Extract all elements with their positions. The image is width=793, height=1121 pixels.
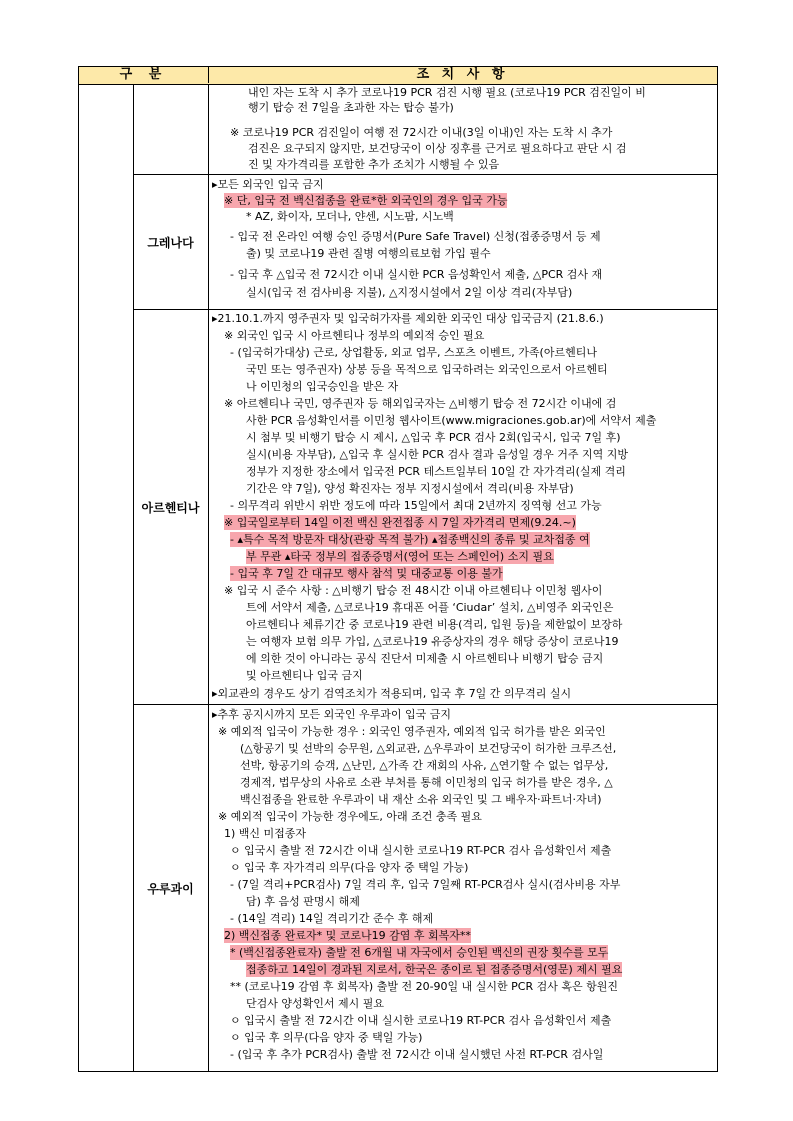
text-line: 경제적, 법무상의 사유로 소관 부처를 통해 이민청의 입국 허가를 받은 경우, △ xyxy=(240,776,613,789)
country-row-uruguay xyxy=(133,705,717,1071)
text-line: ㅇ 입국시 출발 전 72시간 이내 실시한 코로나19 RT-PCR 검사 음성확인서 제출 xyxy=(230,1014,612,1027)
text-line: 1) 백신 미접종자 xyxy=(224,827,307,840)
text-line-highlighted: ※ 입국일로부터 14일 이전 백신 완전접종 시 7일 자가격리 면제(9.24.~) xyxy=(224,516,576,529)
text-line: 내인 자는 도착 시 추가 코로나19 PCR 검진 시행 필요 (코로나19 PCR 검진일이 비 xyxy=(248,86,646,99)
text-line: 트에 서약서 제출, △코로나19 휴대폰 어플 ‘Ciudar’ 설치, △비영주 외국인은 xyxy=(246,601,614,614)
text-line-highlighted: - ▴특수 목적 방문자 대상(관광 목적 불가) ▴접종백신의 종류 및 교차접종 여 xyxy=(230,533,590,546)
country-row-argentina xyxy=(133,310,717,705)
text-line: ※ 예외적 입국이 가능한 경우에도, 아래 조건 충족 필요 xyxy=(218,810,482,823)
country-measures xyxy=(208,705,717,1071)
region-column xyxy=(79,85,134,1071)
text-line: 실시(입국 전 검사비용 지불), △지정시설에서 2일 이상 격리(자부담) xyxy=(246,286,573,299)
text-line: 단검사 양성확인서 제시 필요 xyxy=(246,997,385,1010)
text-line: ㅇ 입국 후 자가격리 의무(다음 양자 중 택일 가능) xyxy=(230,861,469,874)
country-name: 그레나다 xyxy=(133,175,209,309)
text-line: - (입국허가대상) 근로, 상업활동, 외교 업무, 스포츠 이벤트, 가족(아르헨티나 xyxy=(230,346,597,359)
text-line: 에 의한 것이 아니라는 공식 진단서 미제출 시 아르헨티나 비행기 탑승 금지 xyxy=(246,652,604,665)
country-measures xyxy=(208,85,717,174)
country-row-grenada xyxy=(133,175,717,310)
text-line: - 입국 후 △입국 전 72시간 이내 실시한 PCR 음성확인서 제출, △PCR 검사 재 xyxy=(230,268,603,281)
text-line: 및 아르헨티나 입국 금지 xyxy=(246,669,363,682)
text-line: 시 첨부 및 비행기 탑승 시 제시, △입국 후 PCR 검사 2회(입국시, 입국 7일 후) xyxy=(246,431,621,444)
text-line: - 의무격리 위반시 위반 정도에 따라 15일에서 최대 2년까지 징역형 선고 가능 xyxy=(230,499,602,512)
text-line: - (입국 후 추가 PCR검사) 출발 전 72시간 이내 실시했던 사전 RT-PCR 검사일 xyxy=(230,1048,604,1061)
text-line: ▸추후 공지시까지 모든 외국인 우루과이 입국 금지 xyxy=(212,708,452,721)
text-line: 정부가 지정한 장소에서 입국전 PCR 테스트일부터 10일 간 자가격리(실제 격리 xyxy=(246,465,626,478)
text-line: (△항공기 및 선박의 승무원, △외교관, △우루과이 보건당국이 허가한 크루즈선, xyxy=(240,742,617,755)
text-line-highlighted: 접종하고 14일이 경과된 지로서, 한국은 종이로 된 접종증명서(영문) 제시 필요 xyxy=(246,963,623,976)
text-line: ㅇ 입국시 출발 전 72시간 이내 실시한 코로나19 RT-PCR 검사 음성확인서 제출 xyxy=(230,844,612,857)
text-line: 출) 및 코로나19 관련 질병 여행의료보험 가입 필수 xyxy=(246,247,491,260)
text-line: 는 여행자 보험 의무 가입, △코로나19 유증상자의 경우 해당 증상이 코로나19 xyxy=(246,635,619,648)
text-line: 나 이민청의 입국승인을 받은 자 xyxy=(246,380,399,393)
text-line: 진 및 자가격리를 포함한 추가 조치가 시행될 수 있음 xyxy=(248,158,500,171)
text-line: 담) 후 음성 판명시 해제 xyxy=(246,895,360,908)
text-line: - (7일 격리+PCR검사) 7일 격리 후, 입국 7일째 RT-PCR검사 실시(검사비용 자부 xyxy=(230,878,621,891)
text-line: 국민 또는 영주권자) 상봉 등을 목적으로 입국하려는 외국인으로서 아르헨티 xyxy=(246,363,608,376)
text-line: ㅇ 입국 후 의무(다음 양자 중 택일 가능) xyxy=(230,1031,423,1044)
text-line: 실시(비용 자부담), △입국 후 실시한 PCR 검사 결과 음성일 경우 거주 지역 지방 xyxy=(246,448,628,461)
text-line: 기간은 약 7일), 양성 확진자는 정부 지정시설에서 격리(비용 자부담) xyxy=(246,482,574,495)
text-line: 검진은 요구되지 않지만, 보건당국이 이상 징후를 근거로 필요하다고 판단 시 검 xyxy=(248,142,627,155)
text-line: 백신접종을 완료한 우루과이 내 재산 소유 외국인 및 그 배우자·파트너·자녀) xyxy=(240,793,602,806)
text-line-highlighted: * (백신접종완료자) 출발 전 6개월 내 자국에서 승인된 백신의 권장 횟수를 모두 xyxy=(230,946,609,959)
text-line: 아르헨티나 체류기간 중 코로나19 관련 비용(격리, 입원 등)을 제한없이 보장하 xyxy=(246,618,623,631)
text-line: ※ 코로나19 PCR 검진일이 여행 전 72시간 이내(3일 이내)인 자는 도착 시 추가 xyxy=(230,126,613,139)
table-header xyxy=(79,67,717,85)
text-line: - 입국 전 온라인 여행 승인 증명서(Pure Safe Travel) 신청(접종증명서 등 제 xyxy=(230,230,601,243)
text-line: ▸21.10.1.까지 영주권자 및 입국허가자를 제외한 외국인 대상 입국금지 (21.8.6.) xyxy=(212,312,604,325)
text-line: - (14일 격리) 14일 격리기간 준수 후 해제 xyxy=(230,912,434,925)
text-line-highlighted: 부 무관 ▴타국 정부의 접종증명서(영어 또는 스페인어) 소지 필요 xyxy=(246,550,554,563)
text-line: ▸모든 외국인 입국 금지 xyxy=(212,178,324,191)
text-line: ※ 아르헨티나 국민, 영주권자 등 해외입국자는 △비행기 탑승 전 72시간 이내에 검 xyxy=(224,397,617,410)
text-line-highlighted: 2) 백신접종 완료자* 및 코로나19 감염 후 회복자** xyxy=(224,929,471,942)
text-line: ※ 예외적 입국이 가능한 경우 : 외국인 영주권자, 예외적 입국 허가를 받은 외국인 xyxy=(218,725,606,738)
header-category: 구 분 xyxy=(79,67,209,83)
text-line: 사한 PCR 음성확인서를 이민청 웹사이트(www.migraciones.gob.ar)에 서약서 제출 xyxy=(246,414,657,427)
header-measures: 조 치 사 항 xyxy=(416,67,509,82)
text-line: 선박, 항공기의 승객, △난민, △가족 간 재회의 사유, △연기할 수 없는 업무상, xyxy=(240,759,609,772)
text-line: ▸외교관의 경우도 상기 검역조치가 적용되며, 입국 후 7일 간 의무격리 실시 xyxy=(212,687,572,700)
country-measures xyxy=(208,175,717,309)
measures-table xyxy=(78,66,718,1072)
text-line-highlighted: ※ 단, 입국 전 백신접종을 완료*한 외국인의 경우 입국 가능 xyxy=(224,194,508,207)
text-line: ※ 외국인 입국 시 아르헨티나 정부의 예외적 승인 필요 xyxy=(224,329,485,342)
text-line: * AZ, 화이자, 모더나, 얀센, 시노팜, 시노백 xyxy=(246,210,454,223)
text-line: 행기 탑승 전 7일을 초과한 자는 탑승 불가) xyxy=(248,101,454,114)
text-line: ※ 입국 시 준수 사항 : △비행기 탑승 전 48시간 이내 아르헨티나 이민청 웹사이 xyxy=(224,584,603,597)
text-line-highlighted: - 입국 후 7일 간 대규모 행사 참석 및 대중교통 이용 불가 xyxy=(230,567,503,580)
country-measures xyxy=(208,310,717,704)
country-name xyxy=(133,85,209,174)
text-line: ** (코로나19 감염 후 회복자) 출발 전 20-90일 내 실시한 PCR 검사 혹은 항원진 xyxy=(230,980,618,993)
country-name: 아르헨티나 xyxy=(133,310,209,704)
country-name: 우루과이 xyxy=(133,705,209,1071)
country-row-continued xyxy=(133,85,717,175)
